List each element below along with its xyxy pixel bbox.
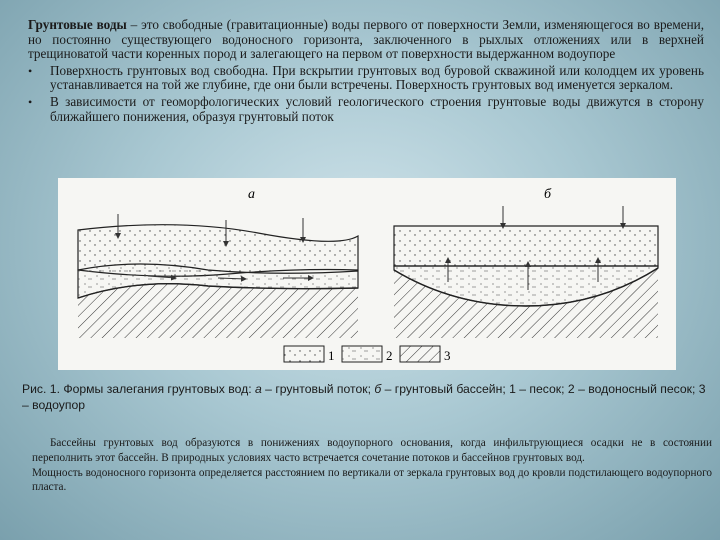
caption-a: а	[255, 382, 262, 396]
body-paragraph-1: Бассейны грунтовых вод образуются в понижениях водоупорного основания, когда инфильтрующиеся осадки не в состоянии переполнить этот бассейн. В природных условиях часто встречается сочетание потоков и бассейнов грунтовых вод.	[32, 437, 712, 464]
figure-diagram	[58, 178, 676, 370]
diagram-a	[78, 214, 358, 338]
legend-1: 1	[328, 348, 335, 363]
figure-caption	[22, 381, 712, 413]
bullet-item	[28, 64, 704, 93]
intro-block	[28, 18, 704, 124]
bullet-text: В зависимости от геоморфологических условий геологического строения грунтовые воды движутся в сторону ближайшего понижения, образуя грунтовый поток	[50, 93, 704, 124]
body-text	[32, 436, 712, 495]
label-b: б	[544, 187, 552, 202]
diagram-b	[394, 206, 658, 338]
slide	[18, 8, 712, 532]
body-paragraph-2: Мощность водоносного горизонта определяется расстоянием по вертикали от зеркала грунтовых вод до кровли подстилающего водоупорного пласта.	[32, 466, 712, 494]
bullet-text: Поверхность грунтовых вод свободна. При вскрытии грунтовых вод буровой скважиной или колодцем их уровень устанавливается на той же глубине, где они были встречены. Поверхность грунтовых вод именуется зеркалом.	[50, 62, 704, 93]
figure-legend	[284, 346, 451, 363]
legend-2: 2	[386, 348, 393, 363]
definition-paragraph	[28, 18, 704, 62]
caption-prefix: Рис. 1. Формы залегания грунтовых вод:	[22, 382, 256, 396]
label-a: а	[248, 187, 255, 202]
bullet-item	[28, 95, 704, 124]
legend-3: 3	[444, 348, 451, 363]
term: Грунтовые воды	[28, 17, 127, 32]
caption-b-text: – грунтовый бассейн; 1 – песок; 2 – водоносный песок; 3 – водоупор	[22, 382, 706, 412]
definition-text: – это свободные (гравитационные) воды первого от поверхности Земли, изменяющегося во времени, но постоянно существующего водоносного горизонта, заключенного в рыхлых отложениях или в верхней трещиноватой части коренных пород и залегающего на первом от поверхности выдержанном водоупоре	[28, 17, 704, 62]
bullet-marker: •	[28, 94, 33, 109]
bullet-marker: •	[28, 63, 33, 78]
caption-a-text: – грунтовый поток;	[261, 382, 375, 396]
figure	[58, 178, 676, 370]
caption-b: б	[374, 382, 382, 396]
